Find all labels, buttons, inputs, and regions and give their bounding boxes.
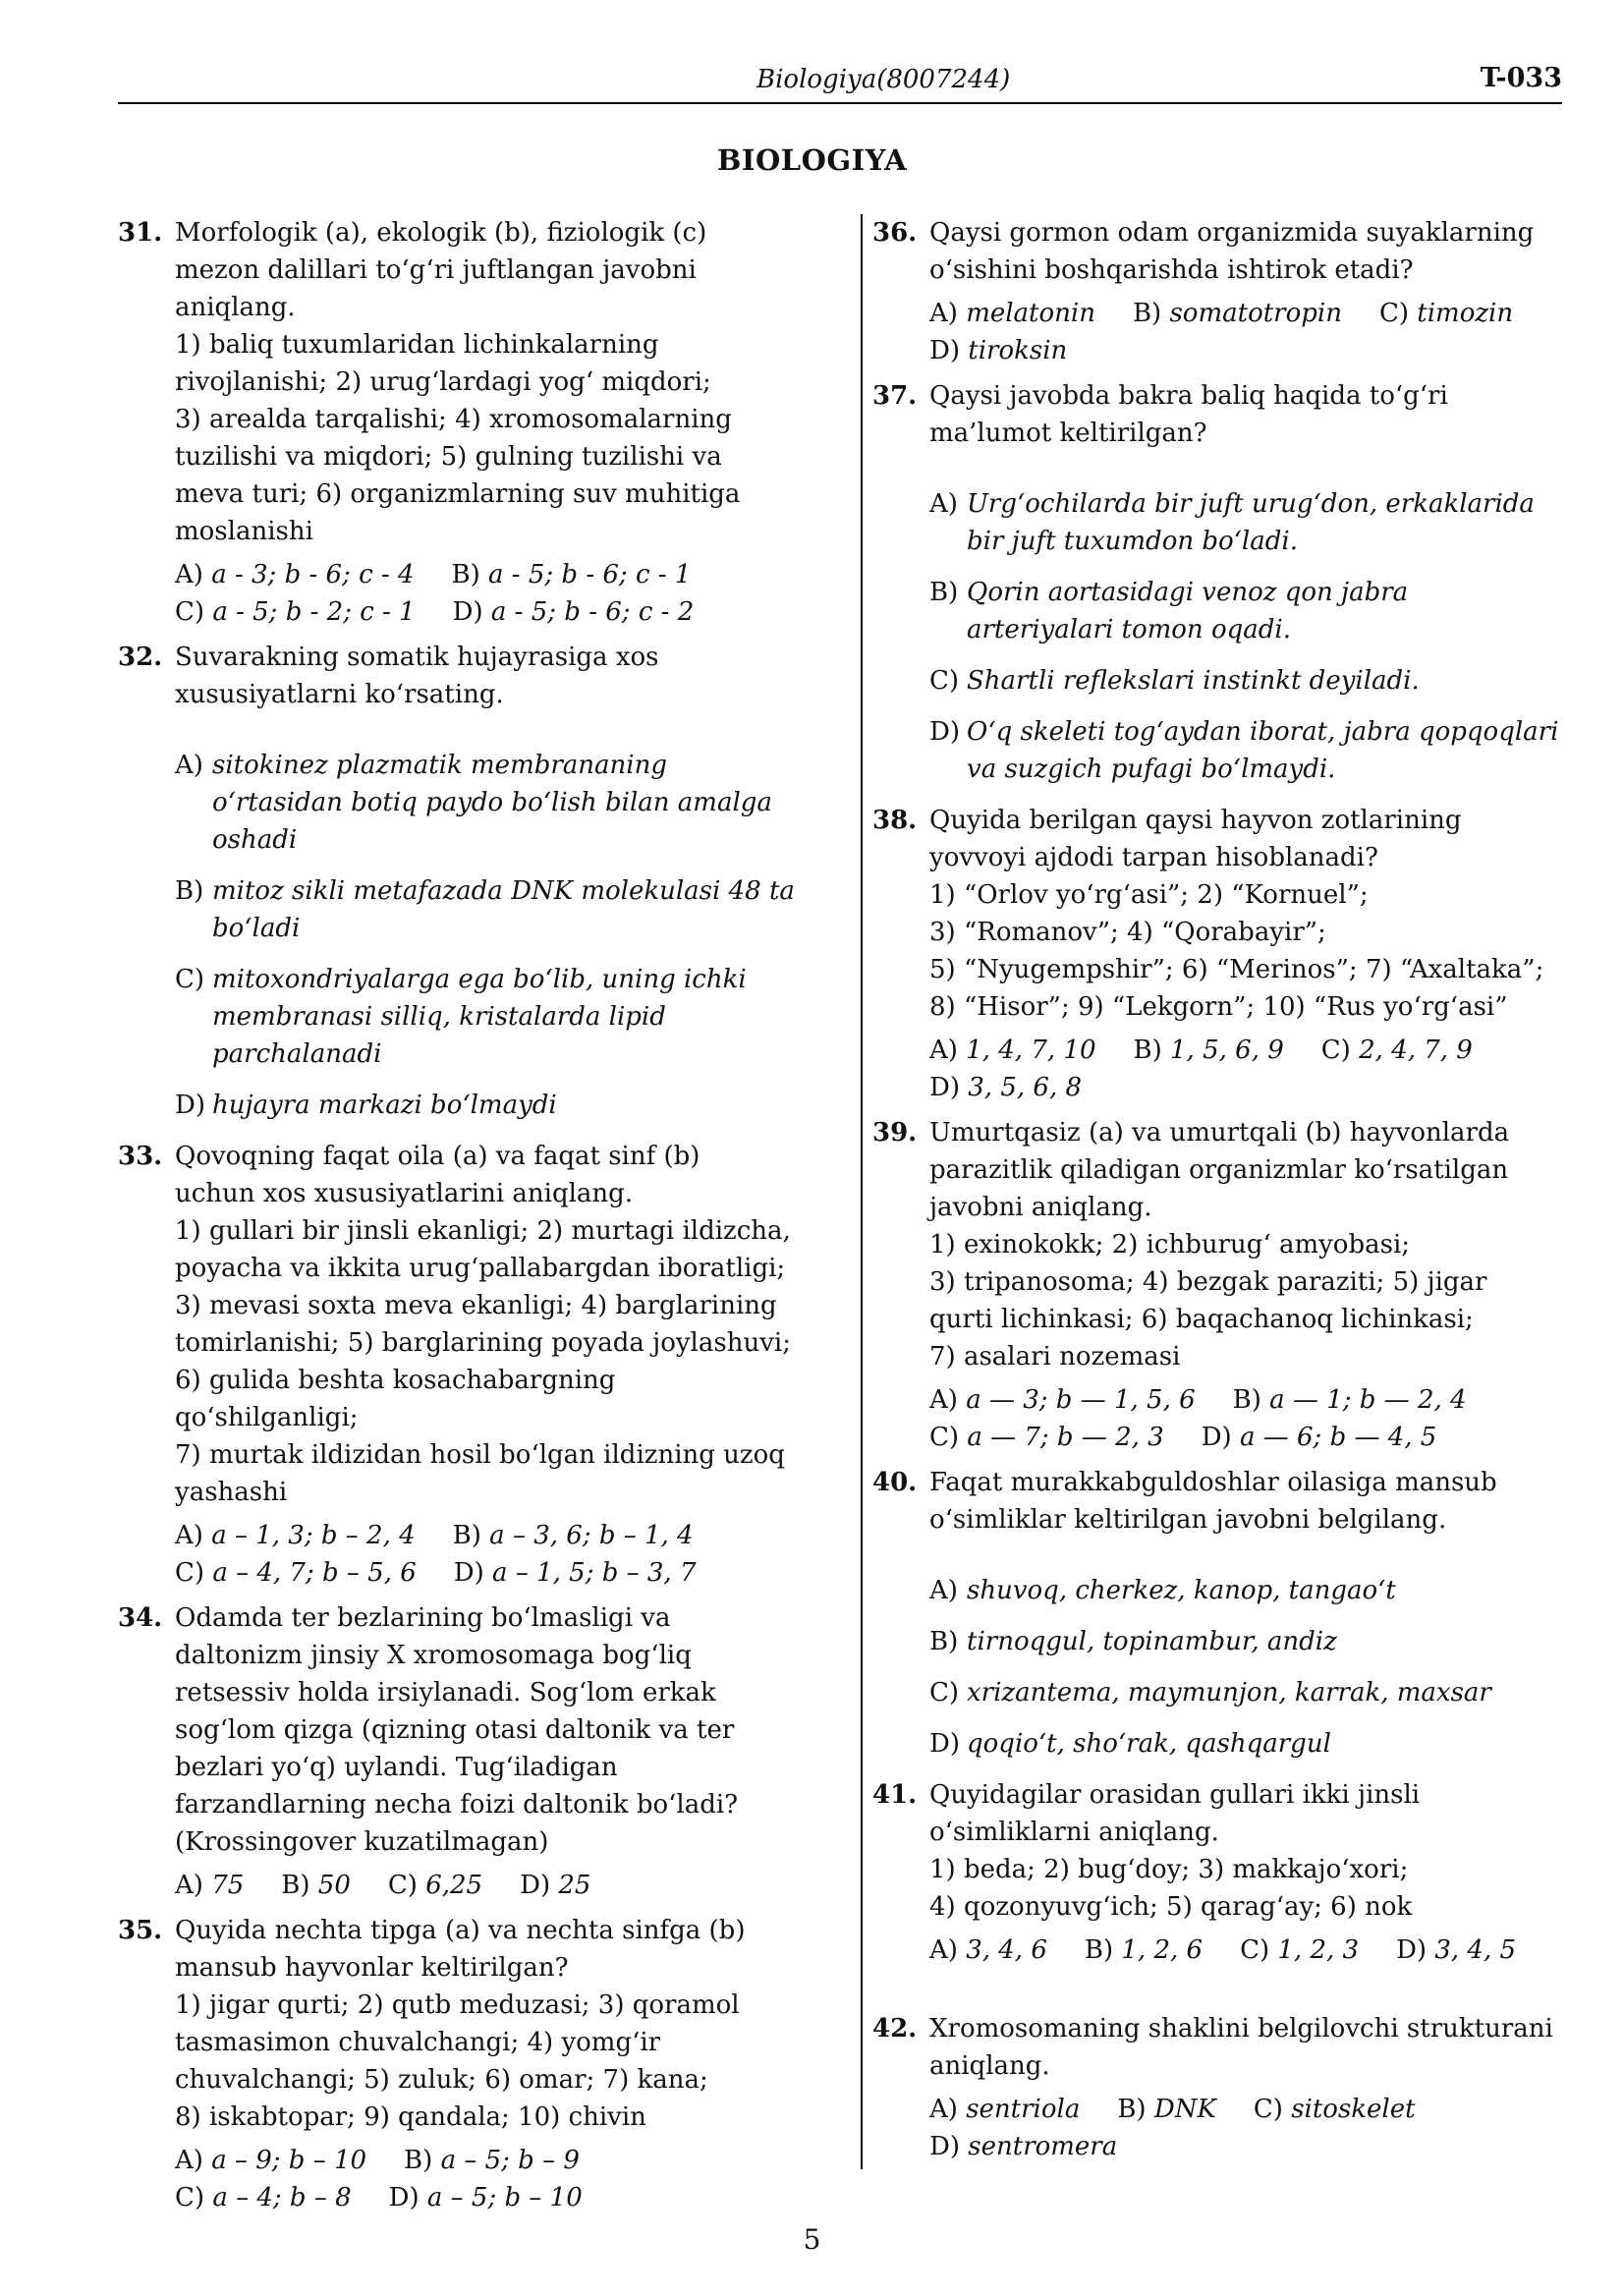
question-body xyxy=(929,1114,1560,1456)
answer-options xyxy=(929,1381,1560,1456)
answer-text: Qorin aortasidagi venoz qon jabra arteriyalari tomon oqadi. xyxy=(967,578,1409,644)
answer-text: a — 7; b — 2, 3 xyxy=(967,1423,1164,1452)
question-item xyxy=(872,1776,1560,1969)
answer-text: Urg‘ochilarda bir juft urug‘don, erkaklarida bir juft tuxumdon bo‘ladi. xyxy=(967,489,1535,556)
answer-text: xrizantema, maymunjon, karrak, maxsar xyxy=(967,1678,1491,1708)
answer-option[interactable] xyxy=(1202,1419,1437,1456)
answer-text: 3, 4, 6 xyxy=(966,1935,1047,1965)
answer-label: C) xyxy=(175,1558,205,1588)
answer-option[interactable] xyxy=(404,2142,580,2179)
answer-option[interactable] xyxy=(929,1674,1560,1711)
answer-text: a – 5; b – 10 xyxy=(426,2183,583,2212)
answer-row xyxy=(929,332,1560,369)
question-body xyxy=(175,1138,806,1592)
answer-option[interactable] xyxy=(175,556,415,593)
answer-options xyxy=(929,1032,1560,1106)
answer-row xyxy=(929,1069,1560,1106)
question-text: Qovoqning faqat oila (a) va faqat sinf (b) uchun xos xususiyatlarini aniqlang. 1) gullari bir jinsli ekanligi; 2) murtagi ildizcha, poyacha va ikkita urug‘pallabargdan iboratligi; 3) mevasi soxta meva ekanligi; 4) barglarining tomirlanishi; 5) barglarining poyada joylashuvi; 6) gulida beshta kosachabargning qo‘shilganligi; 7) murtak ildizidan hosil bo‘lgan ildizning uzoq yashashi xyxy=(175,1142,791,1507)
answer-label: A) xyxy=(929,299,958,328)
answer-text: 25 xyxy=(558,1871,591,1900)
question-number: 33. xyxy=(118,1142,163,1171)
answer-option[interactable] xyxy=(929,574,1560,648)
answer-text: a – 4; b – 8 xyxy=(212,2183,352,2212)
answer-text: 3, 4, 5 xyxy=(1434,1935,1517,1965)
answer-text: a – 1, 3; b – 2, 4 xyxy=(211,1521,416,1550)
answer-options xyxy=(175,747,806,1124)
answer-label: D) xyxy=(175,1091,205,1120)
answer-label: A) xyxy=(929,1036,958,1065)
answer-option[interactable] xyxy=(453,593,695,631)
answer-text: a — 6; b — 4, 5 xyxy=(1239,1423,1437,1452)
answer-option[interactable] xyxy=(1085,1932,1203,1969)
question-item xyxy=(118,1912,806,2216)
page-header xyxy=(118,61,1562,104)
answer-options xyxy=(175,1517,806,1592)
answer-label: C) xyxy=(929,1678,960,1708)
answer-text: 2, 4, 7, 9 xyxy=(1359,1036,1473,1065)
answer-option[interactable] xyxy=(454,1554,697,1592)
answer-option[interactable] xyxy=(929,1032,1096,1069)
answer-option[interactable] xyxy=(1134,1032,1284,1069)
answer-row xyxy=(929,1381,1560,1419)
answer-option[interactable] xyxy=(175,1554,417,1592)
answer-options xyxy=(175,1867,806,1904)
answer-text: 3, 5, 6, 8 xyxy=(968,1073,1083,1102)
answer-text: shuvoq, cherkez, kanop, tangao‘t xyxy=(967,1576,1396,1605)
answer-text: sentriola xyxy=(966,2095,1081,2124)
answer-label: A) xyxy=(929,1935,958,1965)
answer-text: 1, 2, 3 xyxy=(1277,1935,1360,1965)
answer-option[interactable] xyxy=(1321,1032,1473,1069)
answer-label: A) xyxy=(175,560,203,589)
answer-option[interactable] xyxy=(929,2091,1080,2128)
answer-text: somatotropin xyxy=(1169,299,1342,328)
test-variant-code: T-033 xyxy=(1480,63,1562,93)
answer-label: A) xyxy=(929,1576,958,1605)
answer-option[interactable] xyxy=(175,961,806,1073)
answer-label: B) xyxy=(1117,2095,1147,2124)
answer-label: B) xyxy=(451,560,480,589)
answer-row xyxy=(929,2128,1560,2165)
question-item xyxy=(872,377,1560,788)
question-number: 35. xyxy=(118,1916,163,1945)
answer-text: 1, 5, 6, 9 xyxy=(1170,1036,1284,1065)
answer-options xyxy=(929,295,1560,369)
answer-label: D) xyxy=(520,1871,551,1900)
answer-text: tirnoqgul, topinambur, andiz xyxy=(967,1627,1337,1656)
answer-label: D) xyxy=(1396,1935,1428,1965)
question-body xyxy=(929,377,1560,788)
answer-row xyxy=(175,593,806,631)
answer-text: qoqio‘t, sho‘rak, qashqargul xyxy=(967,1729,1331,1759)
answer-option[interactable] xyxy=(453,1517,694,1554)
question-number: 32. xyxy=(118,643,163,672)
column-divider xyxy=(861,214,863,2169)
question-item xyxy=(118,214,806,631)
answer-option[interactable] xyxy=(175,2142,366,2179)
answer-label: B) xyxy=(929,1627,959,1656)
answer-label: A) xyxy=(929,1385,958,1415)
question-item xyxy=(118,1138,806,1592)
answer-option[interactable] xyxy=(929,1572,1560,1609)
answer-option[interactable] xyxy=(929,1069,1082,1106)
answer-label: C) xyxy=(929,666,960,696)
question-number: 41. xyxy=(872,1780,918,1810)
answer-label: D) xyxy=(452,597,483,627)
answer-option[interactable] xyxy=(175,1517,416,1554)
answer-label: D) xyxy=(388,2183,420,2212)
question-item xyxy=(872,1464,1560,1763)
answer-text: 75 xyxy=(211,1871,245,1900)
answer-text: mitoz sikli metafazada DNK molekulasi 48 ta bo‘ladi xyxy=(212,876,795,943)
answer-label: A) xyxy=(175,1521,203,1550)
answer-option[interactable] xyxy=(929,1932,1047,1969)
answer-text: a - 3; b - 6; c - 4 xyxy=(211,560,415,589)
question-text: Qaysi javobda bakra baliq haqida to‘g‘ri ma’lumot keltirilgan? xyxy=(929,381,1448,448)
answer-text: a — 1; b — 2, 4 xyxy=(1269,1385,1467,1415)
question-number: 37. xyxy=(872,381,918,411)
left-column xyxy=(118,214,806,2224)
answer-option[interactable] xyxy=(520,1867,590,1904)
answer-option[interactable] xyxy=(389,2179,583,2216)
answer-row xyxy=(175,1554,806,1592)
question-item xyxy=(118,1599,806,1904)
answer-text: sitokinez plazmatik membrananing o‘rtasidan botiq paydo bo‘lish bilan amalga oshadi xyxy=(212,751,772,855)
question-number: 42. xyxy=(872,2014,918,2044)
answer-options xyxy=(929,2091,1560,2165)
question-body xyxy=(929,2010,1560,2165)
answer-option[interactable] xyxy=(175,1867,244,1904)
answer-label: D) xyxy=(929,1073,960,1102)
question-text: Qaysi gormon odam organizmida suyaklarning o‘sishini boshqarishda ishtirok etadi? xyxy=(929,218,1535,285)
answer-label: B) xyxy=(281,1871,310,1900)
answer-label: C) xyxy=(387,1871,418,1900)
question-body xyxy=(175,639,806,1124)
answer-option[interactable] xyxy=(929,295,1095,332)
answer-options xyxy=(175,2142,806,2216)
answer-options xyxy=(175,556,806,631)
answer-label: C) xyxy=(1253,2095,1283,2124)
answer-option[interactable] xyxy=(929,2128,1117,2165)
answer-option[interactable] xyxy=(175,1087,806,1124)
answer-row xyxy=(929,2091,1560,2128)
question-text: Umurtqasiz (a) va umurtqali (b) hayvonlarda parazitlik qiladigan organizmlar ko‘rsatilgan javobni aniqlang. 1) exinokokk; 2) ichburug‘ amyobasi; 3) tripanosoma; 4) bezgak paraziti; 5) jigar qurti lichinkasi; 6) baqachanoq lichinkasi; 7) asalari nozemasi xyxy=(929,1118,1510,1372)
answer-label: A) xyxy=(929,2095,958,2124)
answer-label: A) xyxy=(175,751,203,780)
question-spacer xyxy=(872,1977,1560,2010)
question-number: 38. xyxy=(872,806,918,835)
question-body xyxy=(929,802,1560,1106)
question-body xyxy=(175,1599,806,1904)
answer-label: B) xyxy=(175,876,204,906)
answer-label: B) xyxy=(404,2146,433,2175)
answer-option[interactable] xyxy=(452,556,692,593)
right-column xyxy=(872,214,1560,2173)
section-title: BIOLOGIYA xyxy=(716,143,908,177)
answer-text: a — 3; b — 1, 5, 6 xyxy=(966,1385,1196,1415)
answer-label: C) xyxy=(175,597,205,627)
subject-code: Biologiya(8007244) xyxy=(756,65,1011,94)
answer-option[interactable] xyxy=(929,1725,1560,1763)
answer-label: A) xyxy=(175,2146,203,2175)
answer-text: a – 1, 5; b – 3, 7 xyxy=(492,1558,697,1588)
answer-label: B) xyxy=(929,578,959,607)
answer-options xyxy=(929,1932,1560,1969)
answer-text: DNK xyxy=(1153,2095,1216,2124)
answer-row xyxy=(175,556,806,593)
answer-options xyxy=(929,1572,1560,1763)
answer-text: a - 5; b - 6; c - 1 xyxy=(488,560,692,589)
answer-option[interactable] xyxy=(929,332,1067,369)
answer-option[interactable] xyxy=(1396,1932,1516,1969)
answer-label: B) xyxy=(1232,1385,1261,1415)
question-body xyxy=(175,1912,806,2216)
answer-text: a – 5; b – 9 xyxy=(440,2146,580,2175)
answer-label: A) xyxy=(929,489,958,519)
question-item xyxy=(118,639,806,1124)
answer-option[interactable] xyxy=(1254,2091,1416,2128)
answer-text: O‘q skeleti tog‘aydan iborat, jabra qopqoqlari va suzgich pufagi bo‘lmaydi. xyxy=(967,717,1559,784)
question-text: Quyidagilar orasidan gullari ikki jinsli o‘simliklarni aniqlang. 1) beda; 2) bug‘doy; 3) makkajo‘xori; 4) qozonyuvg‘ich; 5) qarag‘ay; 6) nok xyxy=(929,1780,1421,1922)
answer-label: D) xyxy=(929,717,960,747)
answer-row xyxy=(929,1032,1560,1069)
question-body xyxy=(929,1776,1560,1969)
answer-option[interactable] xyxy=(929,485,1560,560)
answer-label: D) xyxy=(929,2132,960,2161)
answer-text: mitoxondriyalarga ega bo‘lib, uning ichki membranasi silliq, kristalarda lipid parchalanadi xyxy=(212,965,747,1069)
answer-text: Shartli reflekslari instinkt deyiladi. xyxy=(967,666,1420,696)
answer-option[interactable] xyxy=(929,1623,1560,1660)
answer-option[interactable] xyxy=(175,872,806,947)
question-text: Faqat murakkabguldoshlar oilasiga mansub o‘simliklar keltirilgan javobni belgilang. xyxy=(929,1468,1497,1535)
answer-option[interactable] xyxy=(175,593,416,631)
question-item xyxy=(872,802,1560,1106)
question-text: Quyida berilgan qaysi hayvon zotlarining yovvoyi ajdodi tarpan hisoblanadi? 1) “Orlov yo‘rg‘asi”; 2) “Kornuel”; 3) “Romanov”; 4) “Qorabayir”; 5) “Nyugempshir”; 6) “Merinos”; 7) “Axaltaka”; 8) “Hisor”; 9) “Lekgorn”; 10) “Rus yo‘rg‘asi” xyxy=(929,806,1544,1022)
answer-text: melatonin xyxy=(966,299,1095,328)
answer-text: a – 9; b – 10 xyxy=(211,2146,367,2175)
answer-row xyxy=(175,1517,806,1554)
question-number: 39. xyxy=(872,1118,918,1148)
answer-text: sentromera xyxy=(968,2132,1118,2161)
question-number: 34. xyxy=(118,1603,163,1633)
answer-text: a - 5; b - 6; c - 2 xyxy=(490,597,695,627)
question-text: Morfologik (a), ekologik (b), fiziologik (c) mezon dalillari to‘g‘ri juftlangan javobni aniqlang. 1) baliq tuxumlaridan lichinkalarning rivojlanishi; 2) urug‘lardagi yog‘ miqdori; 3) arealda tarqalishi; 4) xromosomalarning tuzilishi va miqdori; 5) gulning tuzilishi va meva turi; 6) organizmlarning suv muhitiga moslanishi xyxy=(175,218,741,546)
answer-label: C) xyxy=(1320,1036,1351,1065)
answer-options xyxy=(929,485,1560,788)
answer-option[interactable] xyxy=(1117,2091,1216,2128)
answer-label: B) xyxy=(452,1521,481,1550)
answer-label: C) xyxy=(929,1423,960,1452)
answer-option[interactable] xyxy=(1240,1932,1359,1969)
question-item xyxy=(872,1114,1560,1456)
answer-row xyxy=(929,1932,1560,1969)
answer-option[interactable] xyxy=(281,1867,351,1904)
answer-option[interactable] xyxy=(1233,1381,1467,1419)
answer-option[interactable] xyxy=(175,747,806,859)
answer-text: 6,25 xyxy=(425,1871,483,1900)
answer-option[interactable] xyxy=(175,2179,352,2216)
answer-label: C) xyxy=(1378,299,1410,328)
question-body xyxy=(929,214,1560,369)
answer-label: B) xyxy=(1132,299,1162,328)
answer-row xyxy=(175,2142,806,2179)
page-number: 5 xyxy=(803,2223,821,2256)
answer-option[interactable] xyxy=(929,1381,1196,1419)
answer-label: B) xyxy=(1133,1036,1162,1065)
answer-option[interactable] xyxy=(929,1419,1164,1456)
answer-text: 1, 4, 7, 10 xyxy=(966,1036,1096,1065)
answer-row xyxy=(175,2179,806,2216)
answer-option[interactable] xyxy=(929,713,1560,788)
answer-label: C) xyxy=(175,2183,205,2212)
question-item xyxy=(872,214,1560,369)
answer-text: hujayra markazi bo‘lmaydi xyxy=(212,1091,557,1120)
answer-row xyxy=(929,295,1560,332)
question-text: Xromosomaning shaklini belgilovchi strukturani aniqlang. xyxy=(929,2014,1553,2081)
answer-option[interactable] xyxy=(929,662,1560,700)
answer-text: timozin xyxy=(1417,299,1514,328)
answer-text: a - 5; b - 2; c - 1 xyxy=(212,597,416,627)
answer-label: D) xyxy=(453,1558,484,1588)
answer-text: tiroksin xyxy=(968,336,1068,365)
answer-option[interactable] xyxy=(388,1867,482,1904)
answer-label: C) xyxy=(175,965,205,994)
answer-option[interactable] xyxy=(1133,295,1342,332)
answer-text: a – 4, 7; b – 5, 6 xyxy=(212,1558,417,1588)
question-number: 40. xyxy=(872,1468,918,1497)
answer-label: D) xyxy=(929,336,960,365)
answer-text: sitoskelet xyxy=(1291,2095,1416,2124)
question-text: Suvarakning somatik hujayrasiga xos xususiyatlarni ko‘rsating. xyxy=(175,643,659,709)
answer-label: D) xyxy=(929,1729,960,1759)
question-item xyxy=(872,2010,1560,2165)
answer-row xyxy=(929,1419,1560,1456)
answer-text: 50 xyxy=(317,1871,351,1900)
answer-label: C) xyxy=(1240,1935,1270,1965)
answer-row xyxy=(175,1867,806,1904)
answer-label: D) xyxy=(1201,1423,1232,1452)
question-number: 36. xyxy=(872,218,918,248)
question-number: 31. xyxy=(118,218,163,248)
question-body xyxy=(929,1464,1560,1763)
answer-label: B) xyxy=(1084,1935,1114,1965)
answer-label: A) xyxy=(175,1871,203,1900)
answer-text: 1, 2, 6 xyxy=(1121,1935,1204,1965)
answer-option[interactable] xyxy=(1379,295,1513,332)
question-text: Odamda ter bezlarining bo‘lmasligi va daltonizm jinsiy X xromosomaga bog‘liq retsessiv holda irsiylanadi. Sog‘lom erkak sog‘lom qizga (qizning otasi daltonik va ter bezlari yo‘q) uylandi. Tug‘iladigan farzandlarning necha foizi daltonik bo‘ladi? (Krossingover kuzatilmagan) xyxy=(175,1603,739,1857)
answer-text: a – 3, 6; b – 1, 4 xyxy=(489,1521,694,1550)
question-body xyxy=(175,214,806,631)
question-text: Quyida nechta tipga (a) va nechta sinfga (b) mansub hayvonlar keltirilgan? 1) jigar qurti; 2) qutb meduzasi; 3) qoramol tasmasimon chuvalchangi; 4) yomg‘ir chuvalchangi; 5) zuluk; 6) omar; 7) kana; 8) iskabtopar; 9) qandala; 10) chivin xyxy=(175,1916,746,2132)
